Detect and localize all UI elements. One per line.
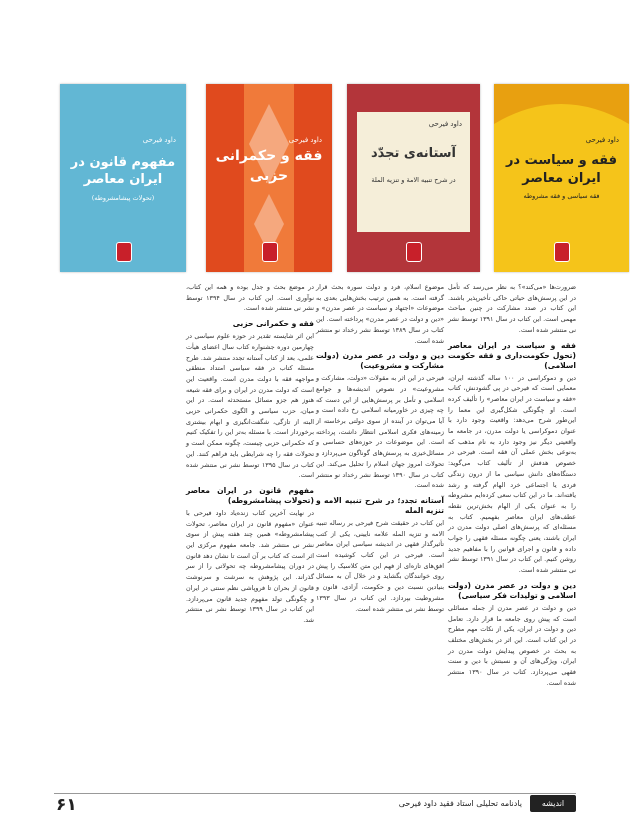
paragraph: فیرحی در این اثر به مقولات «دولت، مشارکت و مشروعیت» در نصوص اندیشه‌ها و جوامع اسلامی و تأمل بر پرسش‌هایی از این دست که چه چیزی در خاورمیانه اسلامی رخ داده است و آیا می‌توان در آینده از سوی دولتی برخاسته از زمینه‌های فکری اسلامی انتظار داشت، پرداخته است. این موضوعات در حوزه‌های حساسی و مسائل‌خیزی به پرسش‌های گوناگون می‌پردازد و تحولات امروز جهان اسلام را تحلیل می‌کند. این کتاب در سال ۱۳۹۰ توسط نشر رخداد نو منتشر شده است. xyxy=(316,374,445,490)
section-heading: دین و دولت در عصر مدرن (دولت مشارکت و مشروعیت) xyxy=(316,351,444,371)
paragraph: ضرورت‌ها «می‌کند»؟ به نظر می‌رسد که تأمل در این پرسش‌های حیاتی حاکی تأخیرپذیر باشند. این کتاب در صدد مشارکت در چنین مباحث مهمی است. این کتاب در سال ۱۳۹۱ توسط نشر نی منتشر شده است. xyxy=(448,283,576,334)
paragraph: این کتاب در حقیقت شرح فیرحی بر رساله تنبیه الامه و تنزیه المله علامه نایینی، یکی از کتب تأثیرگذار فقهی در اندیشه سیاسی ایران معاصر است. فیرحی در این کتاب کوشیده است افق‌های تازه‌ای از فهم این متن کلاسیک را پیش روی خوانندگان بگشاید و در خلال آن به مسائل بنیادین نسبت دین و حکومت، آزادی، قانون و مشروطیت بپردازد. این کتاب در سال ۱۳۹۳ توسط نشر نی منتشر شده است. xyxy=(316,518,444,613)
footer-title: یادنامه تحلیلی استاد فقید داود فیرحی xyxy=(398,799,522,808)
book-title: فقه و سیاست در ایران معاصر xyxy=(505,153,618,186)
book-title: مفهوم قانون در ایران معاصر xyxy=(70,155,176,187)
footer-divider xyxy=(54,793,576,794)
book-cover-concept-of-law xyxy=(60,84,186,272)
book-author: داود فیرحی xyxy=(585,136,619,144)
paragraph: دین و دموکراسی در ۱۰۰ ساله گذشته ایران، معمایی است که فیرحی در پی گشودنش، کتاب «فقه و سیاست در ایران معاصر» را تألیف کرده است. او چگونگی شکل‌گیری این معما را این‌طور شرح می‌دهد: واقعیت وجود دارد با عنوان دموکراسی یا دولت مدرن، در جامعه ما واقعیتی دیگر نیز وجود دارد به نام مذهب که به‌نوعی بخش عملی آن فقه است. فیرحی در خصوص هدفش از تألیف کتاب می‌گوید: دستگاه‌های دانش سیاسی ما از درون زندگی فردی یا اجتماعی خرد الهام گرفته و رشد یافته‌اند. ما در این کتاب سعی کرده‌ایم مشروطه را به عنوان یکی از الهام بخش‌ترین نقطه عطف‌های ایران معاصر بفهمیم. کتاب به مسئله‌ای که پرسش‌های اصلی دولت مدرن در ایران باشند، یعنی چگونه مسئله فقهی را جواب داده و قانون و اجرای قوانین را با مفاهیم جدید روشن کنیم. این کتاب در سال ۱۳۹۱ توسط نشر نی منتشر شده است. xyxy=(448,373,576,575)
paragraph: در موضع بحث و جدل بوده و همه این کتاب، نوآوری است. این کتاب در سال ۱۳۹۴ توسط نشر نی منتشر شده است. xyxy=(186,283,314,313)
book-subtitle: (تحولات پیشامشروطه) xyxy=(91,194,155,202)
section-heading: مفهوم قانون در ایران معاصر (تحولات پیشامشروطه) xyxy=(186,485,314,505)
book-author: داود فیرحی xyxy=(428,120,462,128)
book-cover-fiqh-and-politics xyxy=(494,84,629,272)
page-number: ۶۱ xyxy=(56,795,77,815)
text-column-2 xyxy=(316,282,444,614)
paragraph: موضوع اسلام، فرد و دولت سوره بحث قرار گرفته است. به همین ترتیب بخش‌هایی بعدی به موضوعات «اجتهاد و سیاست در عصر مدرن» و «دین و دولت در عصر مدرن» پرداخته است. این کتاب در سال ۱۳۸۹ توسط نشر رخداد نو منتشر شده است. xyxy=(316,283,445,345)
section-heading: فقه و سیاست در ایران معاصر (تحول حکومت‌داری و فقه حکومت اسلامی) xyxy=(448,340,576,370)
book-author: داود فیرحی xyxy=(142,136,176,144)
book-cover-fiqh-party-governance xyxy=(206,84,332,272)
book-covers xyxy=(60,84,619,274)
magazine-logo: اندیشه xyxy=(530,795,576,812)
text-column-3 xyxy=(186,282,314,626)
book-author: داود فیرحی xyxy=(288,136,322,144)
section-heading: آستانه تجدد؛ در شرح تنبیه الامه و تنزیه المله xyxy=(316,495,444,515)
section-heading: فقه و حکمرانی حزبی xyxy=(232,319,314,329)
publisher-logo-icon xyxy=(554,242,570,262)
paragraph: این اثر شایسته تقدیر در حوزه علوم سیاسی در چهارمین دوره جشنواره کتاب سال اعضای هیأت علمی، بعد از کتاب آستانه تجدد منتشر شد. طرح مسئله کتاب در فقه سیاسی امتداد منطقی مواجهه فقه با دولت مدرن است. واقعیت این است که دولت مدرن در ایران و برای فقه شیعه هنوز هم جزو مسائل مستحدثه است. در این میان، حزب سیاسی و الگوی حکمرانی حزبی البته از تازگی، شگفت‌انگیزی و ابهام بیشتری برخوردار است. با مسئله به‌تر این را تفکیک کنیم که حکمرانی حزبی چیست، چگونه ممکن است و تحولات فقه را چه شرایطی باید فراهم کنند. این کتاب در سال ۱۳۹۵ توسط نشر نی منتشر شده است. xyxy=(186,332,314,480)
pattern-icon xyxy=(494,84,629,144)
book-subtitle: در شرح تنبیه الامة و تنزیه الملة xyxy=(371,176,456,184)
book-title: فقه و حکمرانی حزبی xyxy=(215,148,323,184)
paragraph: در نهایت آخرین کتاب زنده‌یاد داود فیرحی با عنوان «مفهوم قانون در ایران معاصر، تحولات پیشامشروطه» همین چند هفته پیش از سوی نشر نی منتشر شد. جامعه مفهوم مرکزی این اثر است که کتاب بر آن است تا نشان دهد قانون در دوران پیشامشروطه چه تحولاتی را از سر گذراند. این پژوهش به سرشت و سرنوشت قانون از بحران تا فروپاشی نظم سنتی در ایران و چگونگی تولد مفهوم جدید قانون می‌پردازد. این کتاب در سال ۱۳۹۹ توسط نشر نی منتشر شد. xyxy=(186,508,314,624)
book-subtitle: فقه سیاسی و فقه مشروطه xyxy=(523,192,600,200)
text-column-1 xyxy=(448,282,576,689)
paragraph: دین و دولت در عصر مدرن از جمله مسائلی است که پیش روی جامعه ما قرار دارد. تعامل دین و دولت در ایران، یکی از نکات مهم مطرح در این کتاب است. این اثر در بخش‌های مختلف به بحث در خصوص پیدایش دولت مدرن در ایران، ویژگی‌های آن و نسبتش با دین و سنت فقهی می‌پردازد. کتاب در سال ۱۳۹۰ منتشر شده است. xyxy=(448,603,576,687)
book-title: آستانه‌ی تجدّد xyxy=(370,146,457,161)
book-cover-threshold-of-modernity xyxy=(347,84,480,272)
publisher-logo-icon xyxy=(116,242,132,262)
cover-panel xyxy=(357,112,470,232)
publisher-logo-icon xyxy=(262,242,278,262)
publisher-logo-icon xyxy=(406,242,422,262)
section-heading: دین و دولت در عصر مدرن (دولت اسلامی و تولیدات فکر سیاسی) xyxy=(448,580,576,600)
